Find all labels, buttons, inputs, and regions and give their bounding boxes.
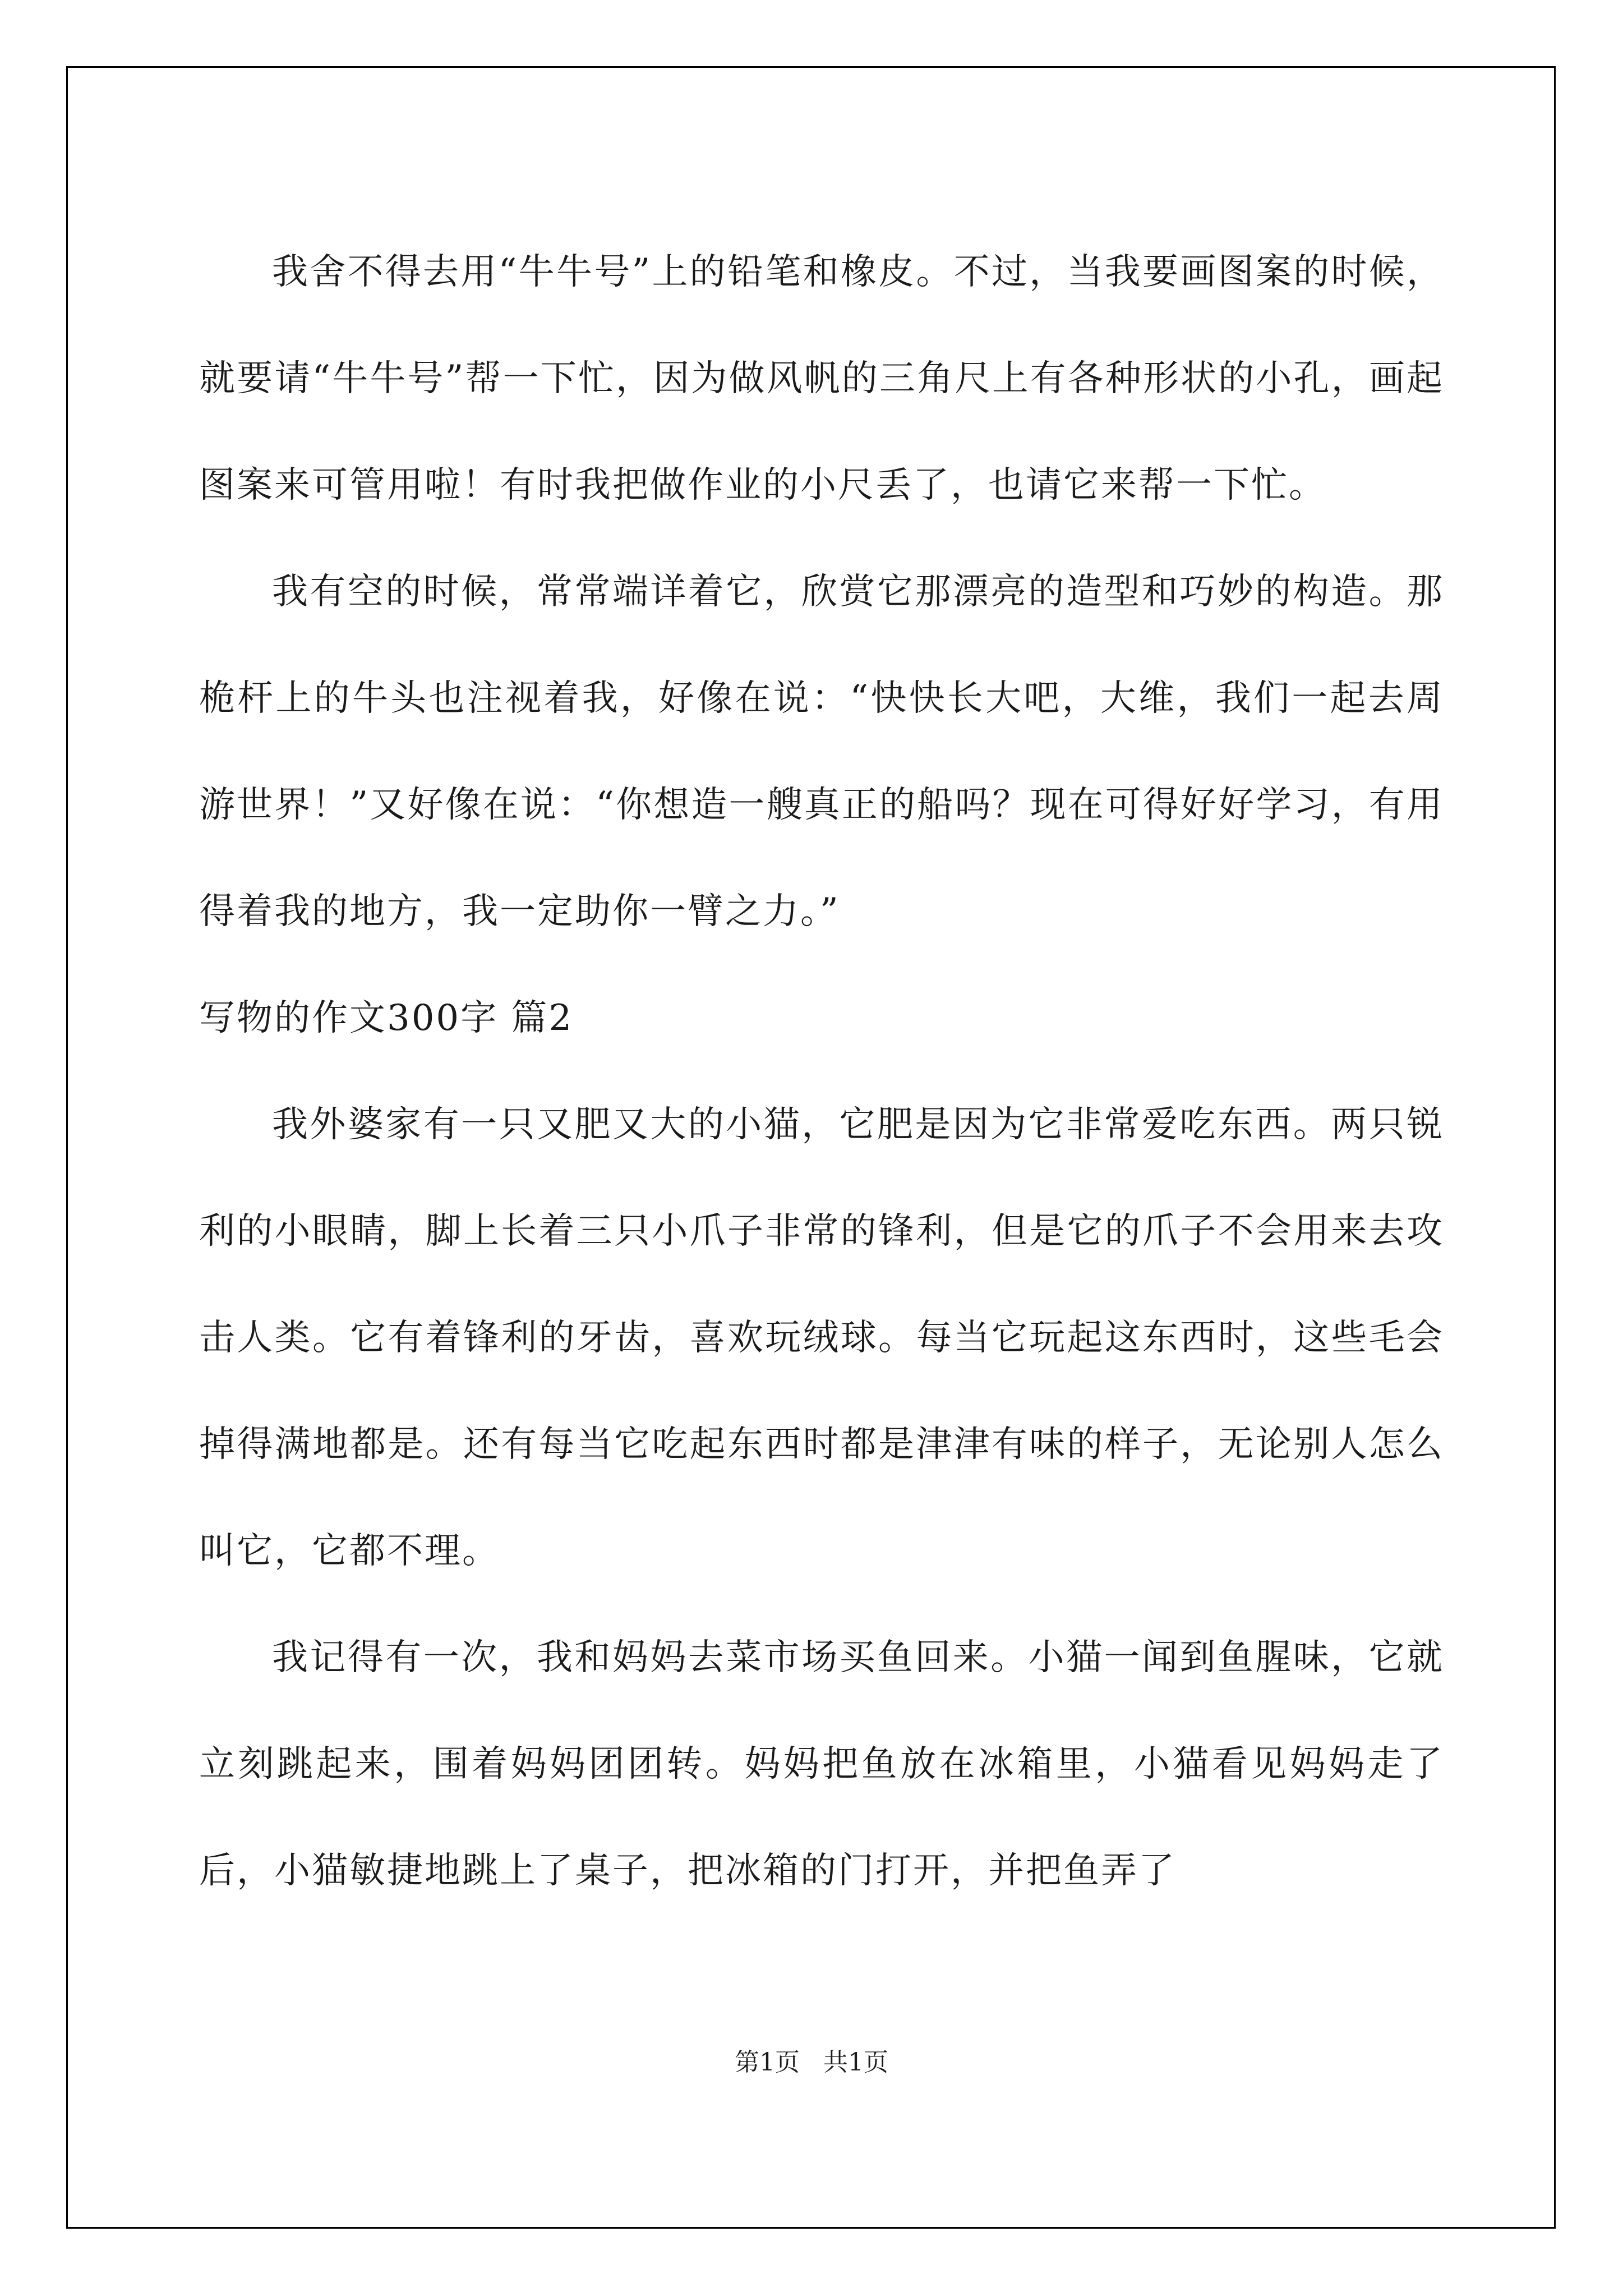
paragraph: 我舍不得去用“牛牛号”上的铅笔和橡皮。不过，当我要画图案的时候，就要请“牛牛号”帮一下忙，因为做风帆的三角尺上有各种形状的小孔，画起图案来可管用啦！有时我把做作业的小尺丢了，也请它来帮一下忙。 [199,251,1444,506]
paragraph: 我外婆家有一只又肥又大的小猫，它肥是因为它非常爱吃东西。两只锐利的小眼睛，脚上长着三只小爪子非常的锋利，但是它的爪子不会用来去攻击人类。它有着锋利的牙齿，喜欢玩绒球。每当它玩起这东西时，这些毛会掉得满地都是。还有每当它吃起东西时都是津津有味的样子，无论别人怎么叫它，它都不理。 [199,1104,1444,1572]
page-number: 第1页 [735,2048,800,2077]
section-heading: 写物的作文300字 篇2 [199,997,574,1039]
page-footer [0,2042,1623,2078]
document-body [199,219,1444,1924]
page-total: 共1页 [823,2048,888,2077]
paragraph: 我记得有一次，我和妈妈去菜市场买鱼回来。小猫一闻到鱼腥味，它就立刻跳起来，围着妈妈团团转。妈妈把鱼放在冰箱里，小猫看见妈妈走了后，小猫敏捷地跳上了桌子，把冰箱的门打开，并把鱼弄了 [199,1637,1444,1892]
paragraph: 我有空的时候，常常端详着它，欣赏它那漂亮的造型和巧妙的构造。那桅杆上的牛头也注视着我，好像在说：“快快长大吧，大维，我们一起去周游世界！”又好像在说：“你想造一艘真正的船吗？现在可得好好学习，有用得着我的地方，我一定助你一臂之力。” [199,571,1444,932]
